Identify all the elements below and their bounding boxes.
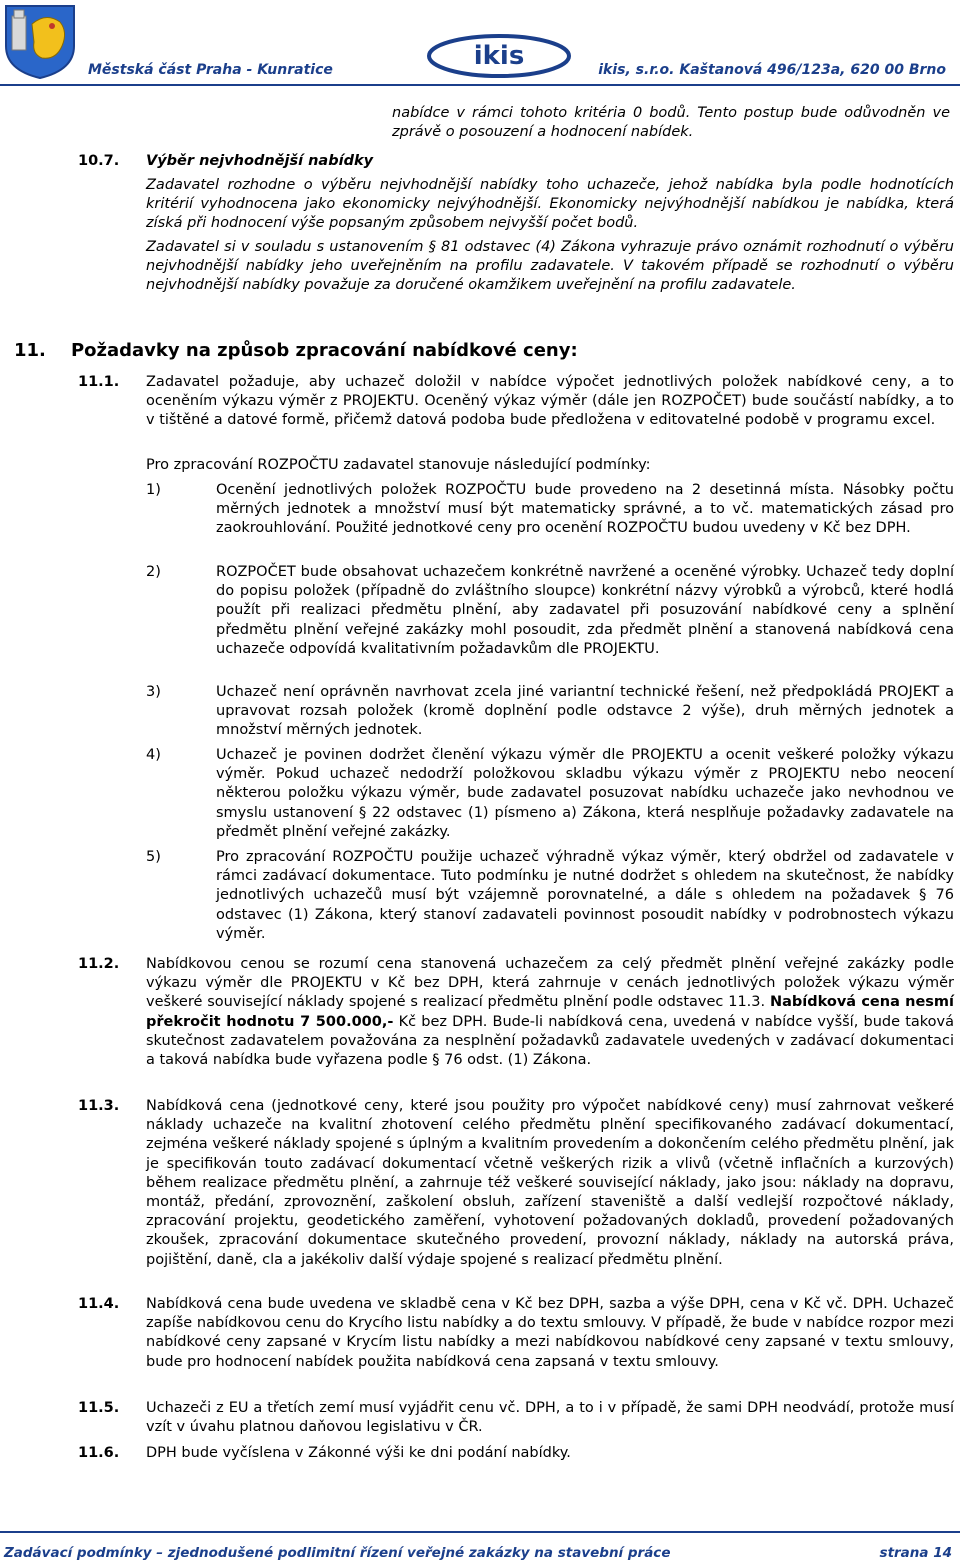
s11-5-number: 11.5. <box>78 1400 120 1416</box>
s10-7-paragraph-1: Zadavatel rozhodne o výběru nejvhodnější nabídky toho uchazeče, jehož nabídka byla podle hodnotících kritérií vyhodnocena jako ekonomicky nejvýhodnější. Ekonomicky nejvýhodnější nabídkou je nabídka, která získá při hodnocení výše popsaným způsobem nejvyšší počet bodů. <box>146 177 954 232</box>
s11-3-number: 11.3. <box>78 1098 120 1114</box>
s11-title: Požadavky na způsob zpracování nabídkové ceny: <box>70 340 578 361</box>
footer-title: Zadávací podmínky – zjednodušené podlimitní řízení veřejné zakázky na stavební práce <box>4 1545 671 1561</box>
s11-2-paragraph <box>146 955 954 1070</box>
s10-7-paragraph-2: Zadavatel si v souladu s ustanovením § 81 odstavec (4) Zákona vyhrazuje právo oznámit rozhodnutí o výběru nejvhodnější nabídky jeho uveřejněním na profilu zadavatele. V takovém případě se rozhodnutí o výběru nejvhodnější nabídky považuje za doručené okamžikem uveřejnění na profilu zadavatele. <box>146 239 954 294</box>
s10-7-number: 10.7. <box>78 153 120 169</box>
s10-7-title: Výběr nejvhodnější nabídky <box>146 153 374 169</box>
s11-4-paragraph: Nabídková cena bude uvedena ve skladbě cena v Kč bez DPH, sazba a výše DPH, cena v Kč vč. DPH. Uchazeč zapíše nabídkovou cenu do Krycího listu nabídky a do textu smlouvy. V případě, že bude v nabídce rozpor mezi nabídkové ceny zapsané v Krycím listu nabídky a mezi nabídkovou nabídkové ceny zapsané v textu smlouvy, bude pro hodnocení nabídek použita nabídková cena zapsaná v textu smlouvy. <box>146 1296 954 1370</box>
list-item: ROZPOČET bude obsahovat uchazečem konkrétně navržené a oceněné výrobky. Uchazeč tedy doplní do popisu položek (případně do zvláštního sloupce) konkrétní názvy výrobků a výrobců, které hodlá použít při realizaci předmětu plnění, aby zadavatel při posuzování nabídkové ceny a splnění předmětu plnění veřejné zakázky mohl posoudit, zda předmět plnění a stanovená nabídková cena uchazeče odpovídá kvalitativním požadavkům dle PROJEKTU. <box>216 564 954 657</box>
list-item-number: 2) <box>146 564 161 580</box>
s11-number: 11. <box>14 340 46 361</box>
s10-6-tail: nabídce v rámci tohoto kritéria 0 bodů. Tento postup bude odůvodněn ve zprávě o posouzení a hodnocení nabídek. <box>392 105 950 141</box>
s11-3-paragraph: Nabídková cena (jednotkové ceny, které jsou použity pro výpočet nabídkové ceny) musí zahrnovat veškeré náklady uchazeče na kvalitní zhotovení celého předmětu plnění specifikovaného zadávací dokumentací, zejména veškeré náklady spojené s úplným a kvalitním provedením a dokončením celého předmětu plnění, jak je specifikován touto zadávací dokumentací včetně veškerých rizik a vlivů (včetně inflačních a kurzových) během realizace předmětu plnění, a zahrnuje též veškeré související náklady, jako jsou: náklady na dopravu, montáž, předání, zprovoznění, zaškolení obsluh, zařízení staveniště a další vedlejší rozpočtové náklady, zpracování projektu, geodetického zaměření, vyhotovení požadovaných dokladů, provedení požadovaných zkoušek, zpracování dokumentace skutečného provedení, provozní náklady, náklady na autorská práva, pojištění, daně, cla a jakékoliv další výdaje spojené s realizací předmětu plnění. <box>146 1098 954 1268</box>
page-number: strana 14 <box>879 1545 952 1561</box>
s11-2-price-limit: Nabídková cena nesmí překročit hodnotu 7 500.000,- <box>146 994 954 1030</box>
list-item-number: 1) <box>146 482 161 498</box>
list-item: Uchazeč je povinen dodržet členění výkazu výměr dle PROJEKTU a ocenit veškeré položky výkazu výměr. Pokud uchazeč nedodrží položkovou skladbu výkazu výměr z PROJEKTU nebo neocení některou položku výkazu výměr, bude zadavatel posuzovat nabídku uchazeče jako nevhodnou ve smyslu ustanovení § 22 odstavec (1) písmeno a) Zákona, která nesplňuje požadavky zadavatele na předmět plnění veřejné zakázky. <box>216 747 954 840</box>
s11-1-number: 11.1. <box>78 374 120 390</box>
s11-1-paragraph-2: Pro zpracování ROZPOČTU zadavatel stanovuje následující podmínky: <box>146 457 651 473</box>
s11-1-paragraph-1: Zadavatel požaduje, aby uchazeč doložil v nabídce výpočet jednotlivých položek nabídkové ceny, a to oceněním výkazu výměr z PROJEKTU. Oceněný výkaz výměr (dále jen ROZPOČET) bude součástí nabídky, a to v tištěné a datové formě, přičemž datová podoba bude předložena v editovatelné podobě v programu excel. <box>146 374 954 429</box>
ikis-logo-icon <box>424 30 574 80</box>
header-municipality: Městská část Praha - Kunratice <box>88 62 333 78</box>
municipal-crest-icon <box>2 2 78 80</box>
s11-4-number: 11.4. <box>78 1296 120 1312</box>
list-item: Ocenění jednotlivých položek ROZPOČTU bude provedeno na 2 desetinná místa. Násobky počtu měrných jednotek a množství musí být matematicky správné, a to vč. matematických zásad pro zaokrouhlování. Použité jednotkové ceny pro ocenění ROZPOČTU budou uvedeny v Kč bez DPH. <box>216 482 954 537</box>
s11-2-number: 11.2. <box>78 956 120 972</box>
list-item-number: 4) <box>146 747 161 763</box>
list-item: Uchazeč není oprávněn navrhovat zcela jiné variantní technické řešení, než předpokládá PROJEKT a upravovat rozsah položek (kromě doplnění podle odstavce 2 výše), druh měrných jednotek a množství měrných jednotek. <box>216 684 954 739</box>
s11-heading <box>14 340 578 361</box>
s11-6-paragraph: DPH bude vyčíslena v Zákonné výši ke dni podání nabídky. <box>146 1445 571 1461</box>
header-rule <box>0 84 960 86</box>
footer-rule <box>0 1531 960 1533</box>
s11-5-paragraph: Uchazeči z EU a třetích zemí musí vyjádřit cenu vč. DPH, a to i v případě, že sami DPH neodvádí, protože musí vzít v úvahu platnou daňovou legislativu v ČR. <box>146 1400 954 1436</box>
page-header <box>0 0 960 82</box>
list-item-number: 3) <box>146 684 161 700</box>
s11-2-text-b: Kč bez DPH. Bude-li nabídková cena, uvedená v nabídce vyšší, bude taková skutečnost zadavatelem považována za nesplnění požadavků zadavatele uvedených v zadávací dokumentaci a taková nabídka bude vyřazena podle § 76 odst. (1) Zákona. <box>146 1013 955 1069</box>
logo-text: ikis <box>473 41 525 71</box>
header-company: ikis, s.r.o. Kaštanová 496/123a, 620 00 Brno <box>598 62 946 78</box>
list-item-number: 5) <box>146 849 161 865</box>
s11-6-number: 11.6. <box>78 1445 120 1461</box>
s11-2-text-a: Nabídkovou cenou se rozumí cena stanovená uchazečem za celý předmět plnění veřejné zakázky podle výkazu výměr dle PROJEKTU v Kč bez DPH, která zahrnuje v cenách jednotlivých položek výkazu výměr veškeré související náklady spojené s realizací předmětu plnění podle odstavec 11.3. <box>146 956 954 1011</box>
list-item: Pro zpracování ROZPOČTU použije uchazeč výhradně výkaz výměr, který obdržel od zadavatele v rámci zadávací dokumentace. Tuto podmínku je nutné dodržet s ohledem na skutečnost, že nabídky jednotlivých uchazečů musí být vzájemně porovnatelné, a dále s ohledem na požadavek § 76 odstavec (1) Zákona, který stanoví zadavateli povinnost posoudit nabídky v podrobnostech výkazu výměr. <box>216 849 954 942</box>
